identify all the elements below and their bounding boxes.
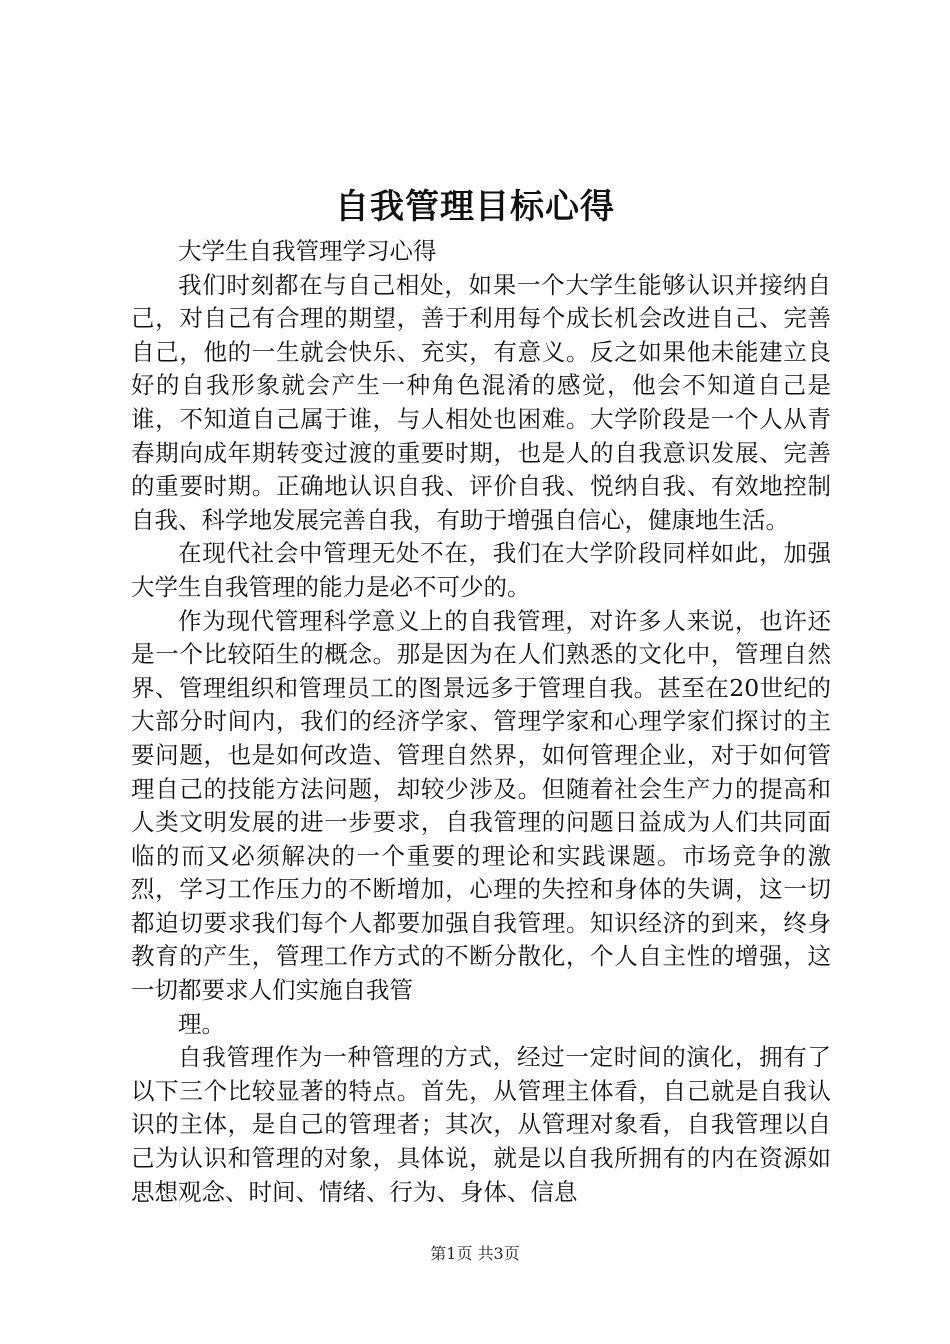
document-body [131, 235, 831, 1209]
body-paragraph-continuation: 理。 [178, 1009, 225, 1038]
page-number-footer: 第1页 共3页 [430, 1244, 520, 1263]
body-paragraph: 作为现代管理科学意义上的自我管理，对许多人来说，也许还是一个比较陌生的概念。那是因为在人们熟悉的文化中，管理自然界、管理组织和管理员工的图景远多于管理自我。甚至在20世纪的大部分时间内，我们的经济学家、管理学家和心理学家们探讨的主要问题，也是如何改造、管理自然界，如何管理企业，对于如何管理自己的技能方法问题，却较少涉及。但随着社会生产力的提高和人类文明发展的进一步要求，自我管理的问题日益成为人们共同面临的而又必须解决的一个重要的理论和实践课题。市场竞争的激烈，学习工作压力的不断增加，心理的失控和身体的失调，这一切都迫切要求我们每个人都要加强自我管理。知识经济的到来，终身教育的产生，管理工作方式的不断分散化，个人自主性的增强，这一切都要求人们实施自我管 [131, 606, 831, 1005]
body-paragraph: 在现代社会中管理无处不在，我们在大学阶段同样如此，加强大学生自我管理的能力是必不可少的。 [131, 539, 831, 601]
document-title: 自我管理目标心得 [335, 187, 615, 227]
body-paragraph: 自我管理作为一种管理的方式，经过一定时间的演化，拥有了以下三个比较显著的特点。首先，从管理主体看，自己就是自我认识的主体，是自己的管理者；其次，从管理对象看，自我管理以自己为认识和管理的对象，具体说，就是以自我所拥有的内在资源如思想观念、时间、情绪、行为、身体、信息 [131, 1043, 831, 1206]
body-paragraph: 我们时刻都在与自己相处，如果一个大学生能够认识并接纳自己，对自己有合理的期望，善于利用每个成长机会改进自己、完善自己，他的一生就会快乐、充实，有意义。反之如果他未能建立良好的自我形象就会产生一种角色混淆的感觉，他会不知道自己是谁，不知道自己属于谁，与人相处也困难。大学阶段是一个人从青春期向成年期转变过渡的重要时期，也是人的自我意识发展、完善的重要时期。正确地认识自我、评价自我、悦纳自我、有效地控制自我、科学地发展完善自我，有助于增强自信心，健康地生活。 [131, 270, 831, 534]
subtitle-paragraph: 大学生自我管理学习心得 [178, 237, 437, 265]
